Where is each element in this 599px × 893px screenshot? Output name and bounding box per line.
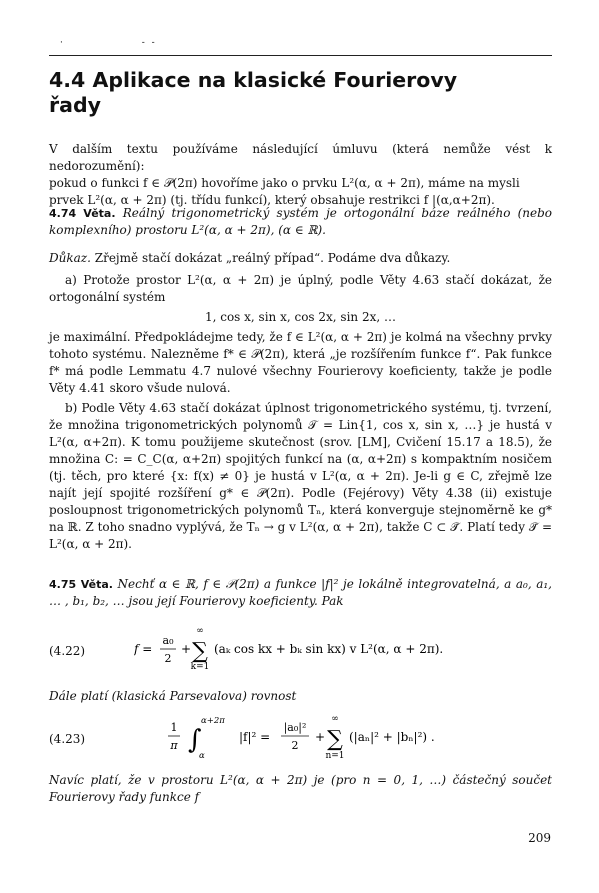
theorem-statement: Nechť α ∈ ℝ, f ∈ 𝒫(2π) a funkce |f|² je lokálně integrovatelná, a a₀, a₁, … , b₁, b₂, … jsou její Fourierovy koeficienty. Pak [49,577,552,608]
int-upper: α+2π [201,716,225,726]
proof-part-a: a) Protože prostor L²(α, α + 2π) je úplný, podle Věty 4.63 stačí dokázat, že ortogonální systém [49,273,552,304]
eq-integrand: |f|² = [239,730,271,744]
sum-sign-icon: ∑ [192,639,208,664]
eq-frac-num: a₀ [162,634,174,647]
eq-frac1-num: 1 [170,721,178,734]
theorem-statement: Reálný trigonometrický systém je ortogonální báze reálného (nebo komplexního) prostoru L²(α, α + 2π), (α ∈ ℝ). [49,206,552,237]
eq-frac-den: 2 [164,652,172,665]
theorem-4-74 [49,205,552,239]
proof-label: Důkaz. [49,251,91,265]
sum-lower: n=1 [325,751,345,761]
parseval-intro-text: Dále platí (klasická Parsevalova) rovnost [49,689,297,703]
proof [49,250,552,553]
intro-line: pokud o funkci f ∈ 𝒫(2π) hovoříme jako o prvku L²(α, α + 2π), máme na mysli [49,176,520,190]
eq-frac1-den: π [170,739,178,752]
equation-4-22 [49,624,552,672]
equation-4-23 [49,712,552,768]
eq-frac2-num: |a₀|² [283,721,307,734]
closing-text: Navíc platí, že v prostoru L²(α, α + 2π) je (pro n = 0, 1, …) částečný součet Fourierovy řady funkce f [49,773,552,804]
header-rule [49,55,552,56]
section-title: 4.4 Aplikace na klasické Fourierovy řady [49,68,458,117]
header-mark-right: - - [141,38,157,48]
proof-part-b: b) Podle Věty 4.63 stačí dokázat úplnost trigonometrického systému, tj. tvrzení, že množina trigonometrických polynomů 𝒯 = Lin{1, cos x, sin x, …} je hustá v L²(α, α+2π). K tomu použijeme skutečnost (srov. [LM], Cvičení 15.17 a 18.5), že množina C: = C_C(α, α+2π) spojitých funkcí na (α, α+2π) s kompaktním nosičem (tj. těch, pro které {x: f(x) ≠ 0} je hustá v L²(α, α + 2π). Je-li g ∈ C, zřejmě lze najít její spojité rozšíření g* ∈ 𝒫(2π). Podle (Fejérovy) Věty 4.38 (ii) existuje posloupnost trigonometrických polynomů Tₙ, která konverguje stejnoměrně ke g* na ℝ. Z toho snadno vyplývá, že Tₙ → g v L²(α, α + 2π), takže C ⊂ 𝒯̄. Platí tedy 𝒯̄ = L²(α, α + 2π). [49,401,552,551]
equation-number: (4.22) [49,644,86,658]
intro-line: V dalším textu používáme následující úmluvu (která nemůže vést k nedorozumění): [49,142,552,173]
header-mark-left: · [60,38,65,48]
intro-paragraph [49,141,552,209]
trig-system: 1, cos x, sin x, cos 2x, sin 2x, … [204,310,397,324]
eq-lhs: f = [134,642,153,656]
eq-term: (|aₙ|² + |bₙ|²) . [349,730,435,744]
eq-plus: + [181,642,192,656]
page-number: 209 [528,831,551,845]
int-lower: α [199,751,205,761]
equation-body [167,712,487,768]
intro-line: prvek L²(α, α + 2π) (tj. třídu funkcí), který obsahuje restrikci f |(α,α+2π). [49,193,495,207]
eq-term: (aₖ cos kx + bₖ sin kx) v L²(α, α + 2π). [214,642,444,656]
integral-sign-icon: ∫ [188,725,202,755]
equation-body [134,624,514,674]
sum-lower: k=1 [190,662,210,672]
running-header [60,38,229,48]
proof-part-a-cont: je maximální. Předpokládejme tedy, že f ∈ L²(α, α + 2π) je kolmá na všechny prvky tohoto systému. Nalezněme f* ∈ 𝒫(2π), která „je rozšířením funkce f“. Pak funkce f* má podle Lemmatu 4.7 nulové všechny Fourierovy koeficienty, takže je podle Věty 4.41 skoro všude nulová. [49,330,552,395]
closing-paragraph [49,772,552,806]
eq-plus: + [315,730,326,744]
sum-upper: ∞ [331,714,339,724]
sum-upper: ∞ [196,626,204,636]
theorem-4-75 [49,576,552,610]
sum-sign-icon: ∑ [327,727,343,752]
equation-number: (4.23) [49,732,86,746]
theorem-label: 4.75 Věta. [49,578,113,591]
proof-intro: Zřejmě stačí dokázat „reálný případ“. Podáme dva důkazy. [94,251,451,265]
eq-frac2-den: 2 [291,739,299,752]
parseval-intro [49,688,552,705]
theorem-label: 4.74 Věta. [49,207,116,220]
